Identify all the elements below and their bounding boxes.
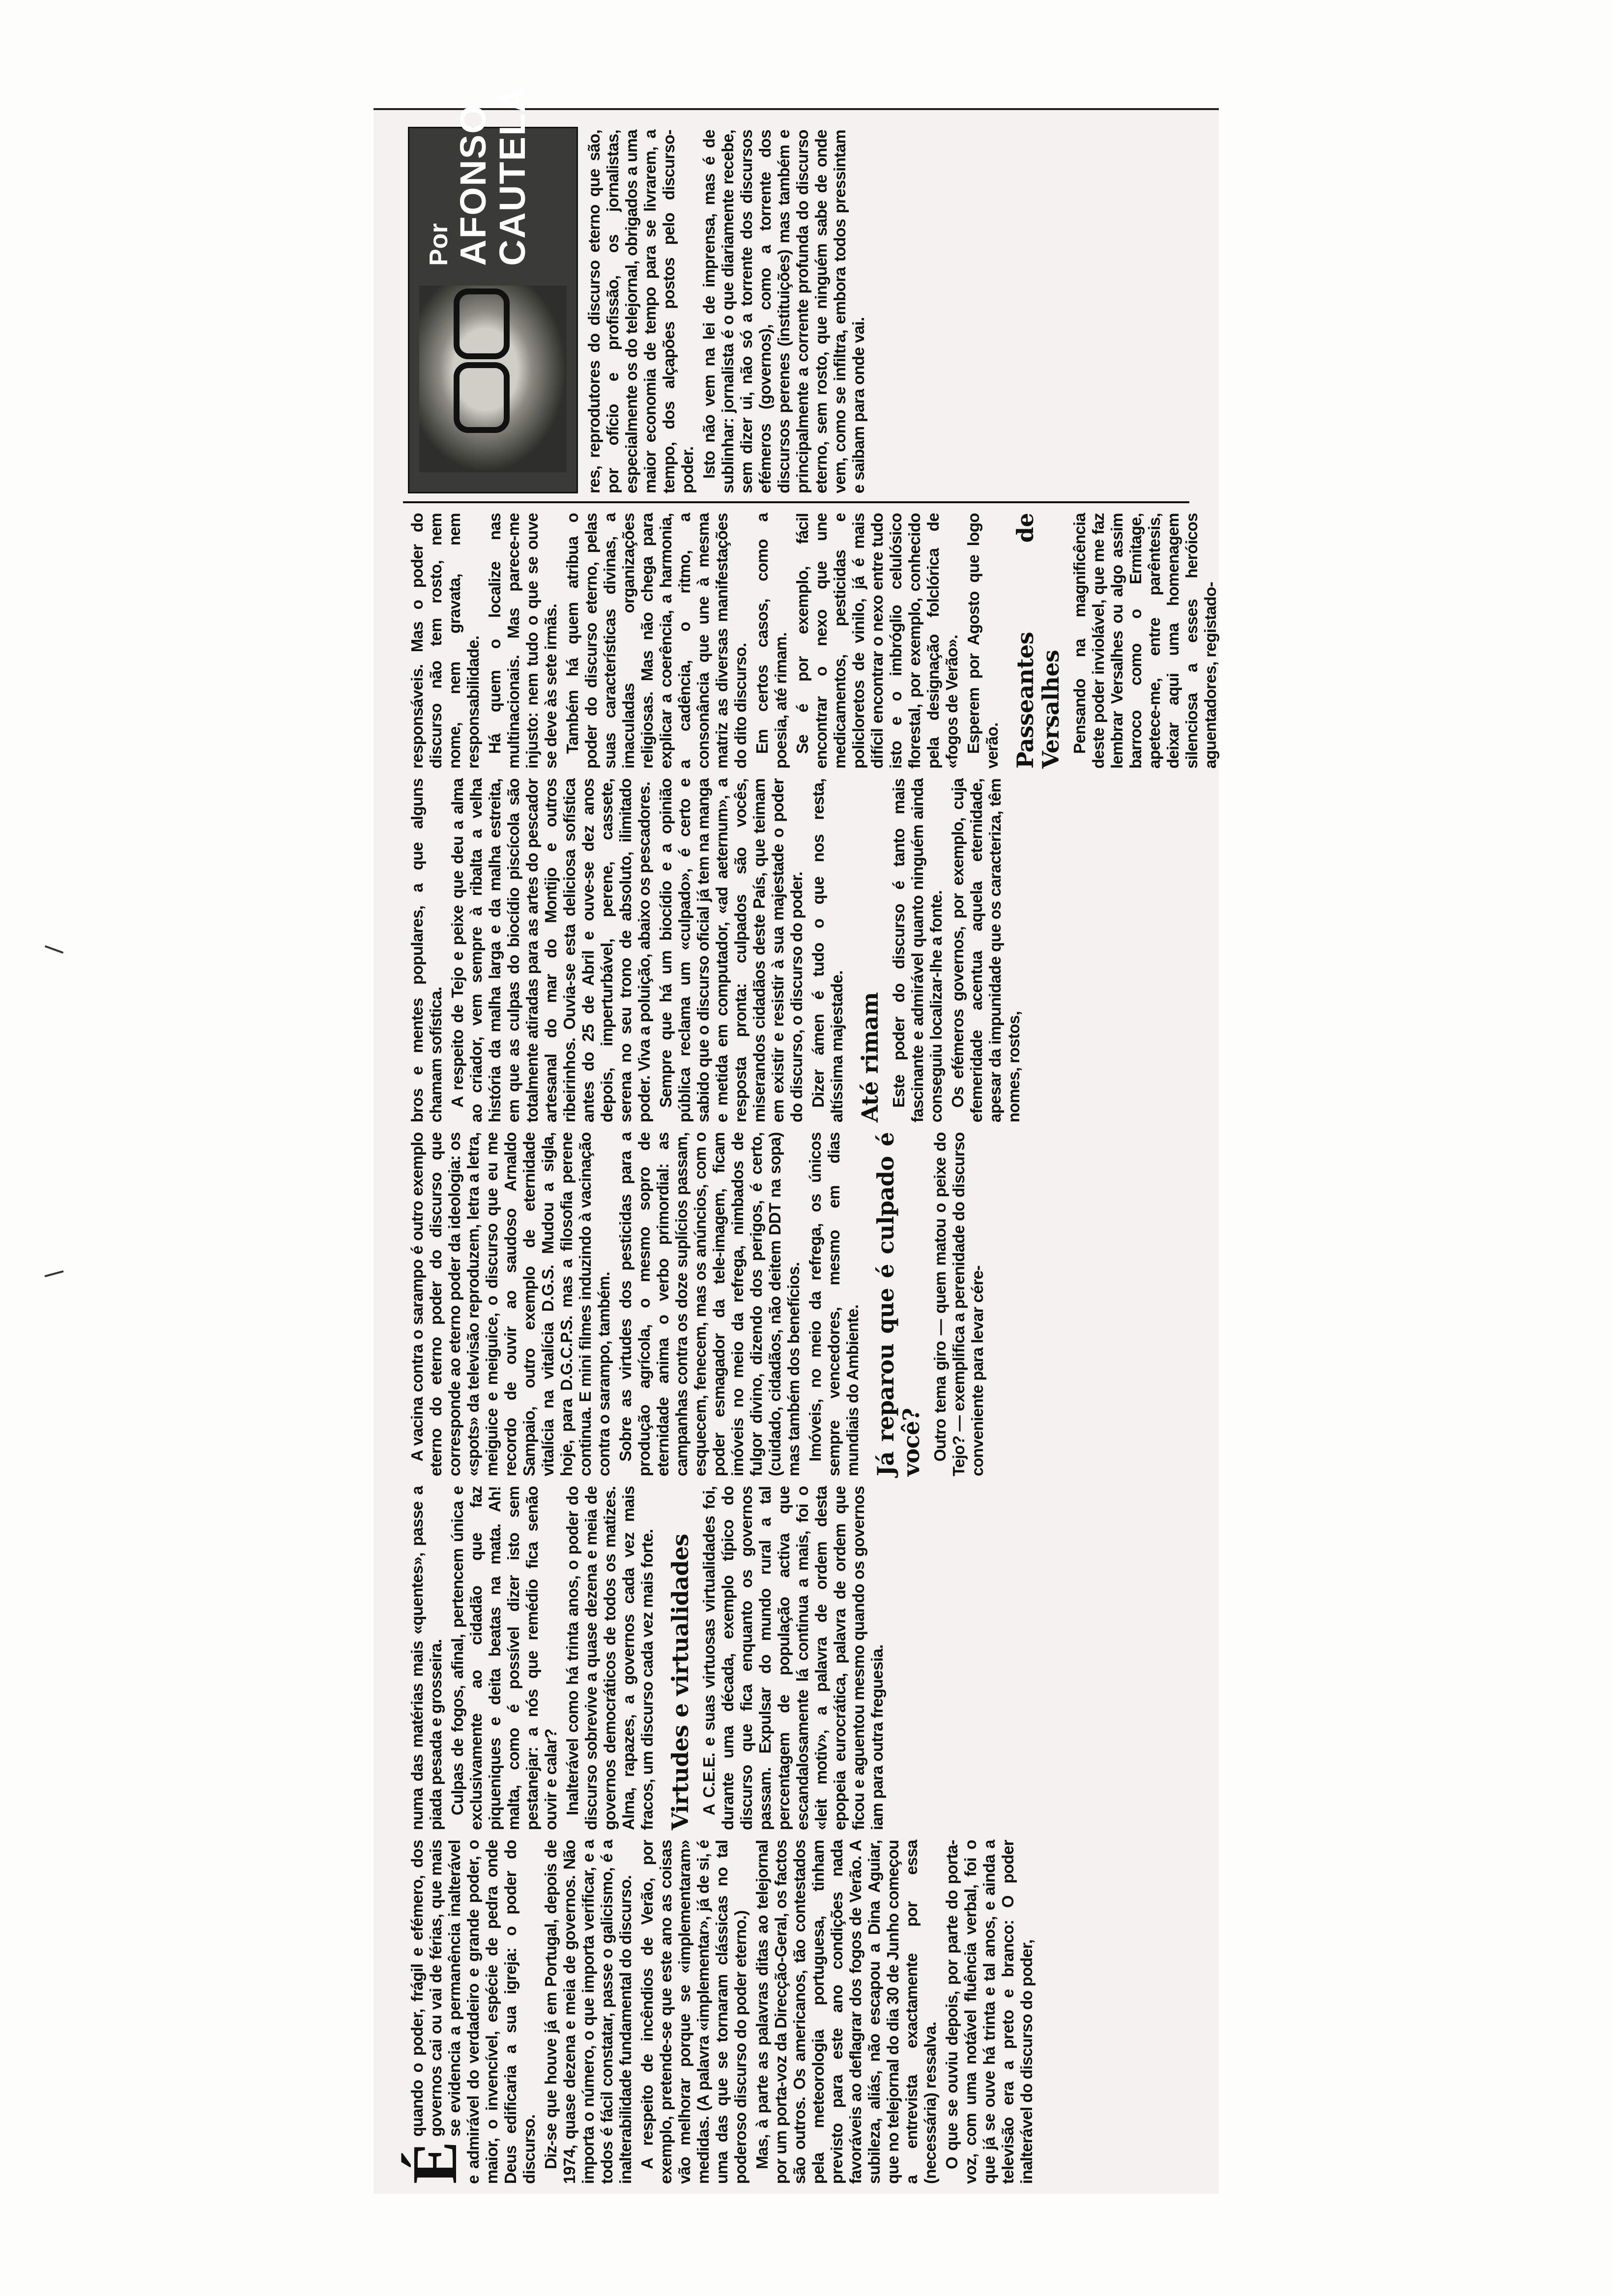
paragraph: Os efémeros governos, por exemplo, cuja efemeridade acentua aquela eternidade, apesar da impunidade que os caracteriza, têm nomes, rostos, (949, 778, 1023, 1122)
paragraph: Em certos casos, como a poesia, até rimam. (753, 513, 790, 769)
paragraph: Há quem o localize nas multinacionais. Mas parece-me injusto: nem tudo o que se ouve se deve às sete irmãs. (486, 513, 560, 769)
glasses-lens-right (454, 288, 510, 359)
paragraph: Sobre as virtudes dos pesticidas para a produção agrícola, o mesmo sopro de eternidade anima o verbo primordial: as campanhas contra os doze suplícios passam, esquecem, fenecem, mas os anúncios, com o poder esmagador da tele-imagem, ficam imóveis no meio da refrega, nimbados de fulgor divino, dizendo dos perigos, é certo, (cuidado, cidadãos, não deitem DDT na sopa) mas também dos benefícios. (616, 1132, 803, 1476)
author-photo (408, 85, 578, 493)
article-rotated (374, 85, 1219, 2194)
paragraph: res, reprodutores do discurso eterno que são, por ofício e profissão, os jornalistas, especialmente os do telejornal, obrigados a uma maior economia de tempo para se livrarem, a tempo, dos alçapões postos pelo discurso-poder. (585, 130, 696, 493)
paragraph: Pensando na magnificência deste poder inviolável, que me faz lembrar Versalhes ou algo assim barroco como o Ermitage, apetece-me, entre parêntesis, deixar aqui uma homenagem silenciosa a esses heróicos aguentadores, registado- (1070, 513, 1219, 769)
newspaper-clipping (374, 85, 1219, 2194)
paragraph: A vacina contra o sarampo é outro exemplo eterno do eterno poder do discurso que corresponde ao eterno poder da ideologia: os «spots» da televisão reproduzem, letra a letra, meiguice e meiguice, o discurso que eu me recordo de ouvir ao saudoso Arnaldo Sampaio, outro exemplo de eternidade vitalícia na vitalícia D.G.S. Mudou a sigla, hoje, para D.G.C.P.S. mas a filosofia perene continua. E mini filmes induzindo à vacinação contra o sarampo, também. (408, 1132, 613, 1476)
paragraph: Imóveis, no meio da refrega, os únicos sempre vencedores, mesmo em dias mundiais do Ambiente. (806, 1132, 862, 1476)
paragraph: Se é por exemplo, fácil encontrar o nexo que une medicamentos, pesticidas e policloretos de vinilo, já é mais difícil encontrar o nexo entre tudo isto e o imbróglio celulósico florestal, por exemplo, conhecido pela designação folclórica de «fogos de Verão». (793, 513, 961, 769)
paragraph: Outro tema giro — quem matou o peixe do Tejo? — exemplifica a perenidade do discurso conveniente para levar cére- (931, 1132, 986, 1476)
column-2 (408, 1486, 1189, 1830)
paragraph: Dizer ámen é tudo o que nos resta, altíssima majestade. (809, 778, 846, 1122)
paragraph: Inalterável como há trinta anos, o poder do discurso sobrevive a quase dezena e meia de governos democráticos de todos os matizes. Alma, rapazes, a governos cada vez mais fracos, um discurso cada vez mais forte. (563, 1486, 656, 1830)
paragraph: Sempre que há um biocídio e a opinião pública reclama um «culpado», é certo e sabido que o discurso oficial já tem na manga e metida em computador, «ad aeternum», a resposta pronta: culpados são vocês, miserandos cidadãos deste País, que teimam em existir e resistir à sua majestade o poder do discurso, o discurso do poder. (657, 778, 806, 1122)
paragraph: Este poder do discurso é tanto mais fascinante e admirável quanto ninguém ainda conseguiu localizar-lhe a fonte. (890, 778, 945, 1122)
paragraph: Esperem por Agosto que logo verão. (964, 513, 1001, 769)
column-5 (408, 513, 1219, 769)
paragraph: bros e mentes populares, a que alguns chamam sofística. (408, 778, 445, 1122)
byline-prefix: Por (425, 223, 453, 266)
paragraph: Isto não vem na lei de imprensa, mas é de sublinhar: jornalista é o que diariamente recebe, sem dizer ui, não só a torrente dos discursos efémeros (governos), como a torrente dos discursos perenes (instituições) mas também e principalmente a corrente profunda do discurso eterno, sem rosto, que ninguém sabe de onde vem, como se infiltra, embora todos pressintam e saibam para onde vai. (700, 130, 867, 493)
column-rule (403, 501, 1189, 503)
paragraph: A respeito de Tejo e peixe que deu a alma ao criador, vem sempre à ribalta a velha história da malha larga e da malha estreita, em que as culpas do biocídio piscícola são totalmente atiradas para as artes do pescador artesanal do mar do Montijo e outros ribeirinhos. Ouvia-se esta deliciosa sofística antes do 25 de Abril e ouve-se dez anos depois, imperturbável, perene, cassete, serena no seu trono de absoluto, ilimitado poder. Viva a poluição, abaixo os pescadores. (448, 778, 653, 1122)
paragraph: numa das matérias mais «quentes», passe a piada pesada e grosseira. (408, 1486, 445, 1830)
paragraph: Diz-se que houve já em Portugal, depois de 1974, quase dezena e meia de governos. Não importa o número, o que importa verificar, e a todos é fácil constatar, passe o galicismo, é a inalterabilidade fundamental do discurso. (542, 1840, 634, 2184)
intro-paragraph (400, 1840, 539, 2184)
paragraph: O que se ouviu depois, por parte do porta-voz, com uma notável fluência verbal, foi o que já se ouve há trinta e tal anos, e ainda a televisão era a preto e branco: O poder inalterável do discurso do poder, (943, 1840, 1036, 2184)
glasses-lens-left (454, 362, 510, 433)
column-1 (400, 1840, 1189, 2184)
column-4 (408, 778, 1189, 1122)
intro-text: quando o poder, frágil e efémero, dos governos cai ou vai de férias, que mais se evidencia a permanência inalterável e admirável do verdadeiro e grande poder, o maior, o invencível, espécie de pedra onde Deus edificaria a sua igreja: o poder do discurso. (408, 1840, 538, 2184)
scan-mark (45, 945, 64, 953)
paragraph: A C.E.E. e suas virtuosas virtualidades foi, durante uma década, exemplo típico do discurso que fica enquanto os governos passam. Expulsar do mundo rural a tal percentagem de população activa que escandalosamente lá continua a mais, foi o «leit motiv», a palavra de ordem desta epopeia eurocrática, palavra de ordem que ficou e aguentou mesmo quando os governos iam para outra freguesia. (700, 1486, 886, 1830)
column-6 (585, 130, 1189, 493)
drop-cap: É (400, 2141, 470, 2184)
paragraph: Mas, à parte as palavras ditas ao telejornal por um porta-voz da Direcção-Geral, os factos são outros. Os americanos, tão contestados pela meteorologia portuguesa, tinham previsto para este ano condições nada favoráveis ao deflagrar dos fogos de Verão. A subileza, aliás, não escapou a Dina Aguiar, que no telejornal do dia 30 de Junho começou a entrevista exactamente por essa (necessária) ressalva. (753, 1840, 939, 2184)
byline-author: AFONSO CAUTELA (453, 85, 533, 266)
scan-mark (44, 1270, 64, 1277)
byline (424, 85, 562, 266)
subheading-ja-reparou: Já reparou que é culpado é você? (872, 1132, 924, 1476)
subheading-virtudes: Virtudes e virtualidades (667, 1534, 693, 1830)
paragraph: Também há quem atribua o poder do discurso eterno, pelas suas características divinas, a imaculadas organizações religiosas. Mas não chega para explicar a coerência, a harmonia, a cadência, o ritmo, a consonância que une à mesma matriz as diversas manifestações do dito discurso. (563, 513, 749, 769)
subheading-passeantes: Passeantes de Versalhes (1012, 513, 1064, 769)
subheading-ate-rimam: Até rimam (857, 992, 883, 1122)
paragraph: A respeito de incêndios de Verão, por exemplo, pretende-se que este ano as coisas vão melhorar porque se «implementaram» medidas. (A palavra «implementar», já de si, é uma das que se tornaram clássicas no tal poderoso discurso do poder eterno.) (638, 1840, 749, 2184)
paragraph: responsáveis. Mas o poder do discurso não tem rosto, nem nome, nem gravata, nem responsabilidade. (408, 513, 482, 769)
paragraph: Culpas de fogos, afinal, pertencem única e exclusivamente ao cidadão que faz piqueniques e deita beatas na mata. Ah! malta, como é possível dizer isto sem pestanejar: a nós que remédio fica senão ouvir e calar? (448, 1486, 560, 1830)
column-3 (408, 1132, 1189, 1476)
